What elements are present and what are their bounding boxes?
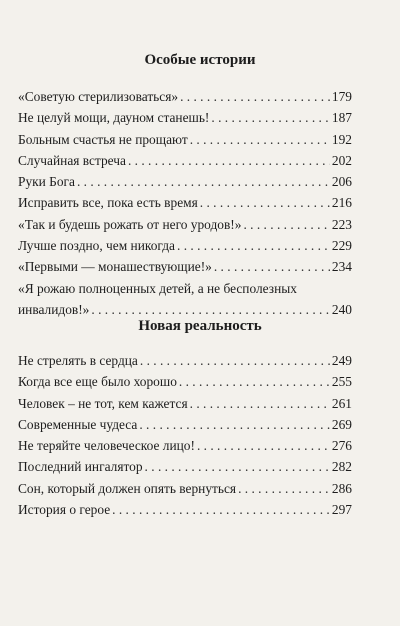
- toc-entry-page: 216: [331, 195, 352, 211]
- toc-entry-page: 223: [331, 216, 352, 232]
- section-title-new-reality: Новая реальность: [138, 318, 262, 334]
- toc-entry-page: 240: [331, 301, 352, 317]
- toc-entry-page: 187: [331, 110, 352, 126]
- toc-entry-title: Не целуй мощи, дауном станешь!: [18, 110, 210, 126]
- toc-entry-title: «Так и будешь рожать от него уродов!»: [18, 216, 242, 232]
- toc-entry-title: «Первыми — монашествующие!»: [18, 259, 212, 275]
- leader-dots: [128, 150, 330, 171]
- toc-entry: [18, 393, 352, 414]
- leader-dots: [177, 235, 330, 256]
- toc-entry-title: Когда все еще было хорошо: [18, 374, 177, 390]
- toc-entry-title: Человек – не тот, кем кажется: [18, 395, 188, 411]
- toc-entry-page: 179: [331, 89, 352, 104]
- toc-entry-title: Больным счастья не прощают: [18, 131, 188, 147]
- toc-entry: [18, 86, 352, 107]
- toc-entry-page: 206: [331, 174, 352, 190]
- toc-entry-title: Исправить все, пока есть время: [18, 195, 198, 211]
- toc-entry: [18, 350, 352, 371]
- toc-entry: [18, 414, 352, 435]
- toc-entry-title: «Советую стерилизоваться»: [18, 89, 179, 104]
- toc-entry: [18, 129, 352, 150]
- toc-entry: [18, 150, 352, 171]
- toc-entry-title: Лучше поздно, чем никогда: [18, 238, 175, 254]
- leader-dots: [214, 256, 330, 277]
- toc-entry-page: 192: [331, 131, 352, 147]
- toc-entry: [18, 278, 352, 321]
- toc-entry: [18, 107, 352, 128]
- toc-entry-title: Сон, который должен опять вернуться: [18, 480, 237, 496]
- section-title-special-stories: Особые истории: [144, 52, 256, 68]
- toc-entry-page: 297: [331, 502, 352, 518]
- toc-entry-page: 282: [331, 459, 352, 475]
- toc-entry: [18, 435, 352, 456]
- leader-dots: [139, 414, 330, 435]
- toc-entry-page: 234: [331, 259, 352, 275]
- toc-entry-title: Руки Бога: [18, 174, 75, 190]
- toc-entry: [18, 256, 352, 277]
- leader-dots: [238, 478, 330, 499]
- toc-entry-page: 276: [331, 438, 352, 454]
- toc-entry: [18, 371, 352, 392]
- toc-entry: [18, 192, 352, 213]
- toc-entry-page: 269: [331, 416, 352, 432]
- leader-dots: [197, 435, 330, 456]
- toc-section-new-reality: [18, 350, 352, 520]
- leader-dots: [77, 171, 330, 192]
- toc-entry-title: инвалидов!»: [18, 301, 90, 317]
- toc-entry-page: 249: [331, 353, 352, 368]
- toc-entry: [18, 171, 352, 192]
- toc-entry: [18, 214, 352, 235]
- toc-entry-page: 261: [331, 395, 352, 411]
- leader-dots: [112, 499, 330, 520]
- toc-entry: [18, 499, 352, 520]
- toc-section-special-stories: [18, 86, 352, 320]
- toc-entry-page: 202: [331, 152, 352, 168]
- leader-dots: [179, 371, 330, 392]
- leader-dots: [190, 393, 330, 414]
- toc-entry-title-line1: «Я рожаю полноценных детей, а не бесполезных: [18, 280, 297, 296]
- leader-dots: [180, 86, 330, 107]
- leader-dots: [200, 192, 330, 213]
- toc-entry-title: История о герое: [18, 502, 111, 518]
- toc-entry-title: Не теряйте человеческое лицо!: [18, 438, 195, 454]
- toc-entry: [18, 456, 352, 477]
- leader-dots: [190, 129, 330, 150]
- leader-dots: [140, 350, 330, 371]
- toc-entry-title: Современные чудеса: [18, 416, 138, 432]
- leader-dots: [243, 214, 329, 235]
- toc-entry-title: Случайная встреча: [18, 152, 126, 168]
- toc-entry: [18, 478, 352, 499]
- toc-entry: [18, 235, 352, 256]
- leader-dots: [211, 107, 330, 128]
- toc-entry-page: 229: [331, 238, 352, 254]
- leader-dots: [145, 456, 330, 477]
- toc-entry-title: Последний ингалятор: [18, 459, 143, 475]
- toc-entry-page: 255: [331, 374, 352, 390]
- toc-entry-page: 286: [331, 480, 352, 496]
- toc-entry-title: Не стрелять в сердца: [18, 353, 138, 368]
